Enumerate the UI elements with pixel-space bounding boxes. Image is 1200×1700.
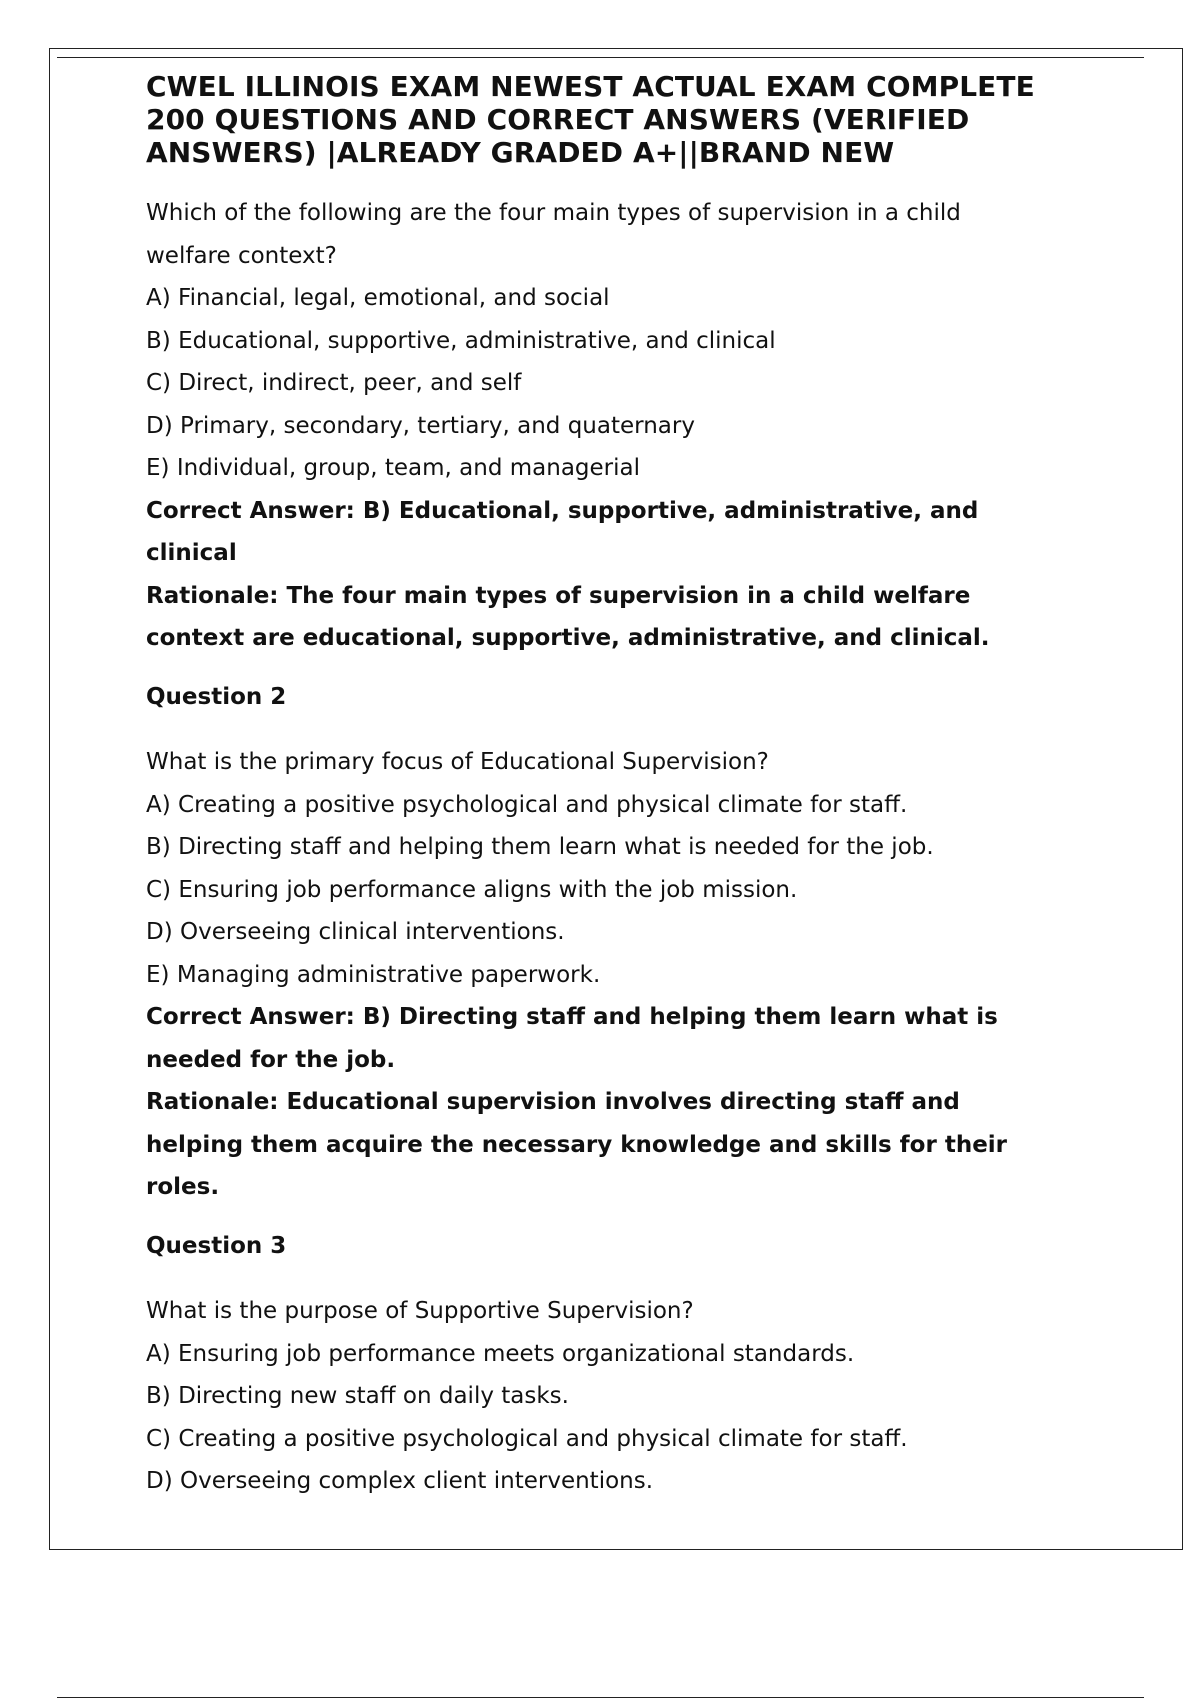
question-2-option-b: B) Directing staff and helping them learn what is needed for the job. bbox=[146, 834, 934, 860]
question-3-option-c: C) Creating a positive psychological and physical climate for staff. bbox=[146, 1425, 908, 1452]
title-line: CWEL ILLINOIS EXAM NEWEST ACTUAL EXAM COMPLETE bbox=[146, 70, 1035, 103]
question-2-option-a: A) Creating a positive psychological and physical climate for staff. bbox=[146, 791, 908, 818]
document-body bbox=[146, 70, 1086, 1503]
question-1-option-d: D) Primary, secondary, tertiary, and quaternary bbox=[146, 412, 695, 439]
question-1-prompt-line: Which of the following are the four main types of supervision in a child bbox=[146, 200, 961, 226]
title-line: 200 QUESTIONS AND CORRECT ANSWERS (VERIFIED bbox=[146, 103, 970, 136]
question-2-rationale-line: roles. bbox=[146, 1174, 220, 1200]
document-title bbox=[146, 70, 1086, 169]
question-1-rationale-line: context are educational, supportive, administrative, and clinical. bbox=[146, 625, 990, 651]
question-2-answer-line: Correct Answer: B) Directing staff and helping them learn what is bbox=[146, 1004, 998, 1030]
question-3-option-b: B) Directing new staff on daily tasks. bbox=[146, 1383, 569, 1409]
top-rule bbox=[57, 57, 1144, 58]
question-3-prompt: What is the purpose of Supportive Supervision? bbox=[146, 1298, 694, 1324]
title-line: ANSWERS) |ALREADY GRADED A+||BRAND NEW bbox=[146, 136, 895, 169]
question-2-rationale-line: helping them acquire the necessary knowledge and skills for their bbox=[146, 1131, 1008, 1158]
question-1-answer-line: clinical bbox=[146, 540, 237, 566]
question-1-answer-line: Correct Answer: B) Educational, supportive, administrative, and bbox=[146, 497, 979, 524]
question-1-option-e: E) Individual, group, team, and managerial bbox=[146, 455, 640, 481]
question-2-option-e: E) Managing administrative paperwork. bbox=[146, 961, 601, 988]
question-1-option-a: A) Financial, legal, emotional, and social bbox=[146, 285, 610, 311]
question-1-option-c: C) Direct, indirect, peer, and self bbox=[146, 370, 522, 396]
question-1 bbox=[146, 192, 1086, 660]
question-2-prompt: What is the primary focus of Educational Supervision? bbox=[146, 749, 769, 775]
question-2-option-c: C) Ensuring job performance aligns with the job mission. bbox=[146, 876, 798, 903]
question-2-option-d: D) Overseeing clinical interventions. bbox=[146, 919, 565, 945]
question-1-prompt-line: welfare context? bbox=[146, 242, 337, 269]
question-3-heading: Question 3 bbox=[146, 1232, 287, 1259]
question-3 bbox=[146, 1225, 1086, 1503]
question-1-rationale-line: Rationale: The four main types of supervision in a child welfare bbox=[146, 582, 971, 609]
question-2 bbox=[146, 676, 1086, 1209]
question-2-answer-line: needed for the job. bbox=[146, 1046, 396, 1073]
question-2-heading: Question 2 bbox=[146, 683, 287, 710]
question-3-option-d: D) Overseeing complex client interventions. bbox=[146, 1468, 654, 1494]
bottom-rule bbox=[57, 1697, 1144, 1698]
question-3-option-a: A) Ensuring job performance meets organizational standards. bbox=[146, 1340, 855, 1367]
question-2-rationale-line: Rationale: Educational supervision involves directing staff and bbox=[146, 1089, 960, 1115]
question-1-option-b: B) Educational, supportive, administrative, and clinical bbox=[146, 327, 776, 354]
